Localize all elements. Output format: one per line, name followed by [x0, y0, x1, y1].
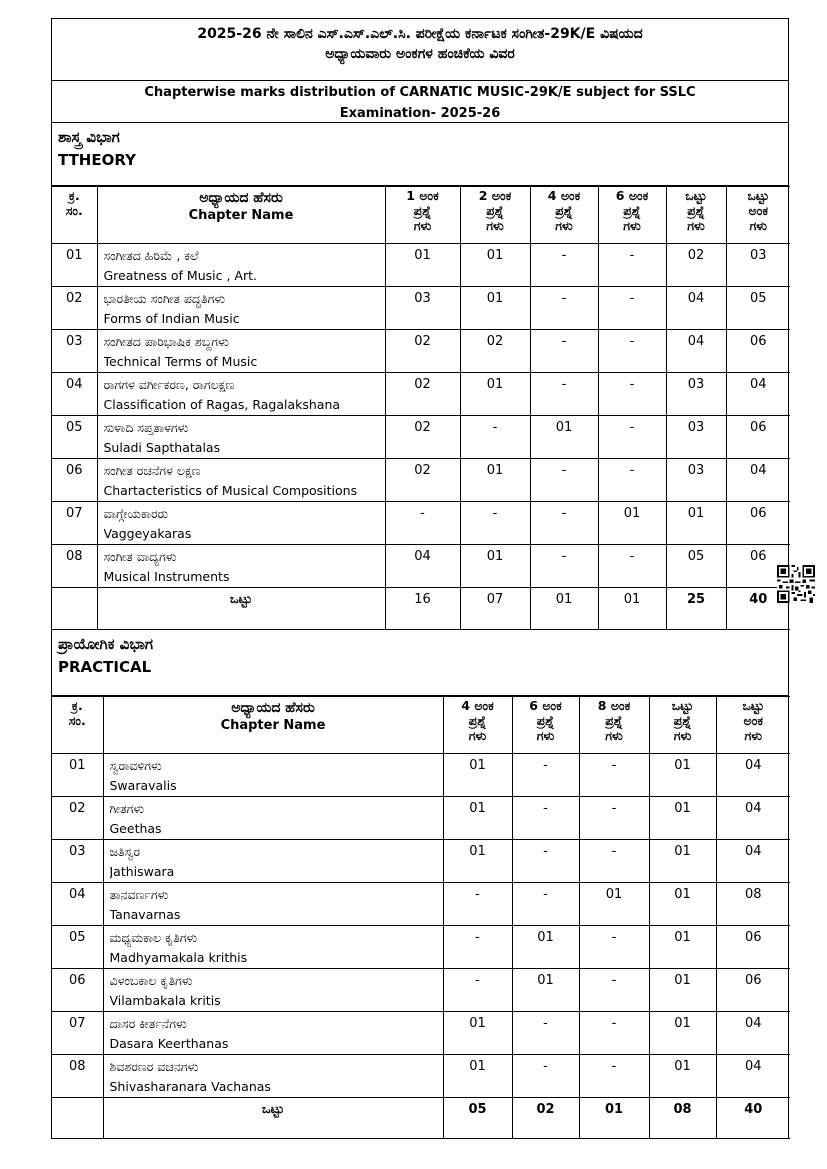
col-chapter-name: ಅಧ್ಯಾಯದ ಹೆಸರು Chapter Name [97, 187, 385, 244]
practical-table [52, 696, 790, 1139]
marks-cell: 04 [716, 1012, 790, 1055]
practical-row [52, 926, 790, 969]
marks-cell: 01 [443, 754, 512, 797]
marks-cell: 04 [726, 373, 790, 416]
marks-cell: - [530, 330, 598, 373]
marks-cell: 05 [726, 287, 790, 330]
theory-row [52, 244, 790, 287]
practical-total-label: ಒಟ್ಟು [103, 1098, 443, 1139]
marks-cell: 01 [460, 545, 530, 588]
chapter-name-en: Vilambakala kritis [109, 993, 221, 1008]
practical-total-cell: 08 [649, 1098, 716, 1139]
english-title [52, 81, 788, 123]
chapter-name-kn: ಶಿವಶರಣರ ವಚನಗಳು [109, 1059, 199, 1074]
marks-cell: 01 [460, 244, 530, 287]
english-title-line1: Chapterwise marks distribution of CARNATIC MUSIC-29K/E subject for SSLC [144, 85, 696, 100]
marks-cell: 01 [512, 969, 579, 1012]
marks-cell: 04 [666, 287, 726, 330]
chapter-name [97, 459, 385, 502]
chapter-name [97, 373, 385, 416]
chapter-name [103, 883, 443, 926]
theory-total-label: ಒಟ್ಟು [97, 588, 385, 630]
col-4-mark: 4 ಅಂಕ ಪ್ರಶ್ನೆ ಗಳು [530, 187, 598, 244]
marks-cell: - [598, 459, 666, 502]
marks-cell: 02 [385, 416, 460, 459]
chapter-name [97, 287, 385, 330]
chapter-name-kn: ವಿಳಂಬಕಾಲ ಕೃತಿಗಳು [109, 973, 193, 988]
chapter-name-kn: ತಾನವರ್ಣಗಳು [109, 887, 169, 902]
marks-cell: 02 [385, 330, 460, 373]
chapter-name-en: Swaravalis [109, 778, 177, 793]
marks-cell: - [512, 797, 579, 840]
sl-number: 01 [52, 244, 97, 287]
marks-cell: - [598, 545, 666, 588]
practical-row [52, 797, 790, 840]
marks-cell: 03 [385, 287, 460, 330]
col-2-mark: 2 ಅಂಕ ಪ್ರಶ್ನೆ ಗಳು [460, 187, 530, 244]
sl-number: 08 [52, 1055, 103, 1098]
marks-cell: - [579, 1012, 649, 1055]
marks-cell: - [530, 545, 598, 588]
marks-cell: - [512, 840, 579, 883]
marks-cell: 01 [666, 502, 726, 545]
practical-row [52, 1055, 790, 1098]
sl-number: 07 [52, 502, 97, 545]
practical-row [52, 840, 790, 883]
chapter-name [103, 1055, 443, 1098]
sl-number: 08 [52, 545, 97, 588]
marks-cell: - [579, 754, 649, 797]
theory-title-en: TTHEORY [58, 151, 136, 169]
sl-number: 05 [52, 416, 97, 459]
marks-cell: - [579, 797, 649, 840]
chapter-name-kn: ಜತಿಸ್ವರ [109, 844, 141, 859]
chapter-name-kn: ಗೀತಗಳು [109, 801, 145, 816]
marks-cell: 03 [666, 373, 726, 416]
chapter-name-en: Forms of Indian Music [103, 311, 240, 326]
marks-cell: 06 [726, 416, 790, 459]
marks-cell: 05 [666, 545, 726, 588]
chapter-name-en: Technical Terms of Music [103, 354, 258, 369]
chapter-name-kn: ರಾಗಗಳ ವರ್ಗೀಕರಣ, ರಾಗಲಕ್ಷಣ [103, 377, 235, 392]
chapter-name-en: Tanavarnas [109, 907, 181, 922]
theory-total-cell: 25 [666, 588, 726, 630]
marks-cell: 04 [716, 797, 790, 840]
theory-row [52, 459, 790, 502]
theory-total-cell: 16 [385, 588, 460, 630]
theory-total-cell: 01 [530, 588, 598, 630]
marks-cell: 01 [460, 287, 530, 330]
chapter-name-kn: ಸುಳಾದಿ ಸಪ್ತತಾಳಗಳು [103, 420, 189, 435]
chapter-name [97, 502, 385, 545]
chapter-name-en: Madhyamakala krithis [109, 950, 248, 965]
marks-cell: 01 [443, 1055, 512, 1098]
marks-cell: 01 [649, 1055, 716, 1098]
sl-number: 06 [52, 969, 103, 1012]
sl-number: 02 [52, 287, 97, 330]
chapter-name-en: Classification of Ragas, Ragalakshana [103, 397, 341, 412]
marks-cell: 02 [385, 373, 460, 416]
practical-section-title [52, 630, 788, 696]
marks-cell: - [512, 754, 579, 797]
marks-cell: 06 [726, 502, 790, 545]
marks-cell: 01 [443, 797, 512, 840]
marks-cell: - [579, 840, 649, 883]
chapter-name-en: Suladi Sapthatalas [103, 440, 221, 455]
marks-cell: 01 [460, 373, 530, 416]
kannada-title [52, 19, 788, 81]
sl-number: 07 [52, 1012, 103, 1055]
practical-total-cell: 02 [512, 1098, 579, 1139]
theory-row [52, 330, 790, 373]
theory-total-cell: 01 [598, 588, 666, 630]
marks-cell: 03 [726, 244, 790, 287]
marks-cell: - [530, 244, 598, 287]
marks-cell: - [598, 330, 666, 373]
col-chapter-name: ಅಧ್ಯಾಯದ ಹೆಸರು Chapter Name [103, 697, 443, 754]
practical-row [52, 754, 790, 797]
chapter-name [103, 754, 443, 797]
chapter-name-en: Shivasharanara Vachanas [109, 1079, 271, 1094]
theory-total-row [52, 588, 790, 630]
chapter-name [103, 969, 443, 1012]
marks-cell: - [530, 373, 598, 416]
chapter-name [103, 840, 443, 883]
col-sl: ಕ್ರ. ಸಂ. [52, 187, 97, 244]
practical-total-cell: 01 [579, 1098, 649, 1139]
marks-cell: 02 [666, 244, 726, 287]
marks-cell: - [512, 1055, 579, 1098]
marks-cell: 01 [649, 797, 716, 840]
sl-number: 03 [52, 330, 97, 373]
chapter-name-kn: ದಾಸರ ಕೀರ್ತನೆಗಳು [109, 1016, 187, 1031]
marks-cell: 04 [716, 840, 790, 883]
chapter-name-en: Chartacteristics of Musical Compositions [103, 483, 358, 498]
practical-header-row [52, 697, 790, 754]
marks-cell: 01 [530, 416, 598, 459]
sl-number: 04 [52, 373, 97, 416]
marks-cell: 04 [385, 545, 460, 588]
marks-cell: 06 [726, 545, 790, 588]
sl-number: 05 [52, 926, 103, 969]
marks-cell: 08 [716, 883, 790, 926]
theory-title-kn: ಶಾಸ್ತ್ರ ವಿಭಾಗ [58, 128, 120, 146]
marks-cell: - [598, 244, 666, 287]
chapter-name-kn: ಭಾರತೀಯ ಸಂಗೀತ ಪದ್ಧತಿಗಳು [103, 291, 226, 306]
marks-cell: - [598, 287, 666, 330]
col-sl: ಕ್ರ. ಸಂ. [52, 697, 103, 754]
marks-cell: - [512, 1012, 579, 1055]
marks-cell: 04 [716, 754, 790, 797]
theory-table [52, 186, 790, 630]
marks-cell: - [530, 459, 598, 502]
marks-cell: 01 [649, 1012, 716, 1055]
col-4-mark: 4 ಅಂಕ ಪ್ರಶ್ನೆ ಗಳು [443, 697, 512, 754]
document-frame [51, 18, 789, 1139]
theory-section-title [52, 123, 788, 186]
col-8-mark: 8 ಅಂಕ ಪ್ರಶ್ನೆ ಗಳು [579, 697, 649, 754]
chapter-name-kn: ಮಧ್ಯಮಕಾಲ ಕೃತಿಗಳು [109, 930, 198, 945]
marks-cell: - [512, 883, 579, 926]
col-total-marks: ಒಟ್ಟು ಅಂಕ ಗಳು [716, 697, 790, 754]
marks-cell: 04 [726, 459, 790, 502]
marks-cell: 06 [716, 926, 790, 969]
chapter-name-kn: ಸಂಗೀತ ರಚನೆಗಳ ಲಕ್ಷಣ [103, 463, 201, 478]
chapter-name-en: Greatness of Music , Art. [103, 268, 257, 283]
marks-cell: - [579, 1055, 649, 1098]
practical-total-row [52, 1098, 790, 1139]
marks-cell: - [443, 969, 512, 1012]
marks-cell: 01 [512, 926, 579, 969]
qr-code-icon [777, 565, 815, 603]
theory-row [52, 416, 790, 459]
marks-cell: 02 [385, 459, 460, 502]
chapter-name-en: Jathiswara [109, 864, 175, 879]
sl-number: 06 [52, 459, 97, 502]
chapter-name-kn: ಸಂಗೀತದ ಹಿರಿಮೆ , ಕಲೆ [103, 248, 199, 263]
marks-cell: - [460, 416, 530, 459]
marks-cell: 02 [460, 330, 530, 373]
marks-cell: 01 [385, 244, 460, 287]
theory-total-cell: 07 [460, 588, 530, 630]
theory-row [52, 287, 790, 330]
marks-cell: - [460, 502, 530, 545]
marks-cell: 01 [460, 459, 530, 502]
marks-cell: 01 [649, 754, 716, 797]
practical-row [52, 883, 790, 926]
marks-cell: - [598, 373, 666, 416]
marks-cell: 04 [716, 1055, 790, 1098]
chapter-name [103, 926, 443, 969]
marks-cell: - [443, 926, 512, 969]
marks-cell: - [530, 502, 598, 545]
marks-cell: 03 [666, 459, 726, 502]
chapter-name-en: Dasara Keerthanas [109, 1036, 229, 1051]
theory-header-row [52, 187, 790, 244]
marks-cell: 01 [443, 1012, 512, 1055]
marks-cell: - [530, 287, 598, 330]
marks-cell: 01 [598, 502, 666, 545]
chapter-name [97, 545, 385, 588]
marks-cell: - [443, 883, 512, 926]
practical-total-cell: 40 [716, 1098, 790, 1139]
chapter-name-kn: ಸಂಗೀತ ವಾದ್ಯಗಳು [103, 549, 177, 564]
chapter-name-en: Geethas [109, 821, 162, 836]
theory-total-cell: 40 [726, 588, 790, 630]
col-total-questions: ಒಟ್ಟು ಪ್ರಶ್ನೆ ಗಳು [666, 187, 726, 244]
col-total-marks: ಒಟ್ಟು ಅಂಕ ಗಳು [726, 187, 790, 244]
chapter-name [97, 244, 385, 287]
col-6-mark: 6 ಅಂಕ ಪ್ರಶ್ನೆ ಗಳು [598, 187, 666, 244]
practical-total-cell: 05 [443, 1098, 512, 1139]
sl-number: 03 [52, 840, 103, 883]
chapter-name [97, 330, 385, 373]
practical-row [52, 969, 790, 1012]
theory-row [52, 373, 790, 416]
chapter-name [103, 797, 443, 840]
marks-cell: 06 [726, 330, 790, 373]
marks-cell: 04 [666, 330, 726, 373]
theory-row [52, 545, 790, 588]
marks-cell: - [385, 502, 460, 545]
chapter-name-kn: ವಾಗ್ಗೇಯಕಾರರು [103, 506, 169, 521]
kannada-title-line1: 2025-26 ನೇ ಸಾಲಿನ ಎಸ್.ಎಸ್.ಎಲ್.ಸಿ. ಪರೀಕ್ಷೆಯ ಕರ್ನಾಟಕ ಸಂಗೀತ-29K/E ವಿಷಯದ [197, 26, 643, 42]
chapter-name [97, 416, 385, 459]
chapter-name-en: Musical Instruments [103, 569, 230, 584]
marks-cell: - [598, 416, 666, 459]
marks-cell: - [579, 969, 649, 1012]
theory-row [52, 502, 790, 545]
kannada-title-line2: ಅಧ್ಯಾಯವಾರು ಅಂಕಗಳ ಹಂಚಿಕೆಯ ವಿವರ [325, 46, 515, 62]
chapter-name-en: Vaggeyakaras [103, 526, 192, 541]
chapter-name [103, 1012, 443, 1055]
marks-cell: 01 [649, 926, 716, 969]
sl-number: 02 [52, 797, 103, 840]
marks-cell: 01 [649, 883, 716, 926]
marks-cell: 03 [666, 416, 726, 459]
col-total-questions: ಒಟ್ಟು ಪ್ರಶ್ನೆ ಗಳು [649, 697, 716, 754]
marks-cell: 01 [649, 969, 716, 1012]
marks-cell: 01 [443, 840, 512, 883]
marks-cell: 06 [716, 969, 790, 1012]
marks-cell: - [579, 926, 649, 969]
chapter-name-kn: ಸ್ವರಾವಳಿಗಳು [109, 758, 162, 773]
practical-row [52, 1012, 790, 1055]
col-6-mark: 6 ಅಂಕ ಪ್ರಶ್ನೆ ಗಳು [512, 697, 579, 754]
col-1-mark: 1 ಅಂಕ ಪ್ರಶ್ನೆ ಗಳು [385, 187, 460, 244]
practical-title-en: PRACTICAL [58, 658, 152, 676]
chapter-name-kn: ಸಂಗೀತದ ಪಾರಿಭಾಷಿಕ ಶಬ್ದಗಳು [103, 334, 229, 349]
practical-title-kn: ಪ್ರಾಯೋಗಿಕ ವಿಭಾಗ [58, 635, 154, 653]
sl-number: 01 [52, 754, 103, 797]
english-title-line2: Examination- 2025-26 [339, 106, 501, 121]
sl-number: 04 [52, 883, 103, 926]
marks-cell: 01 [579, 883, 649, 926]
marks-cell: 01 [649, 840, 716, 883]
